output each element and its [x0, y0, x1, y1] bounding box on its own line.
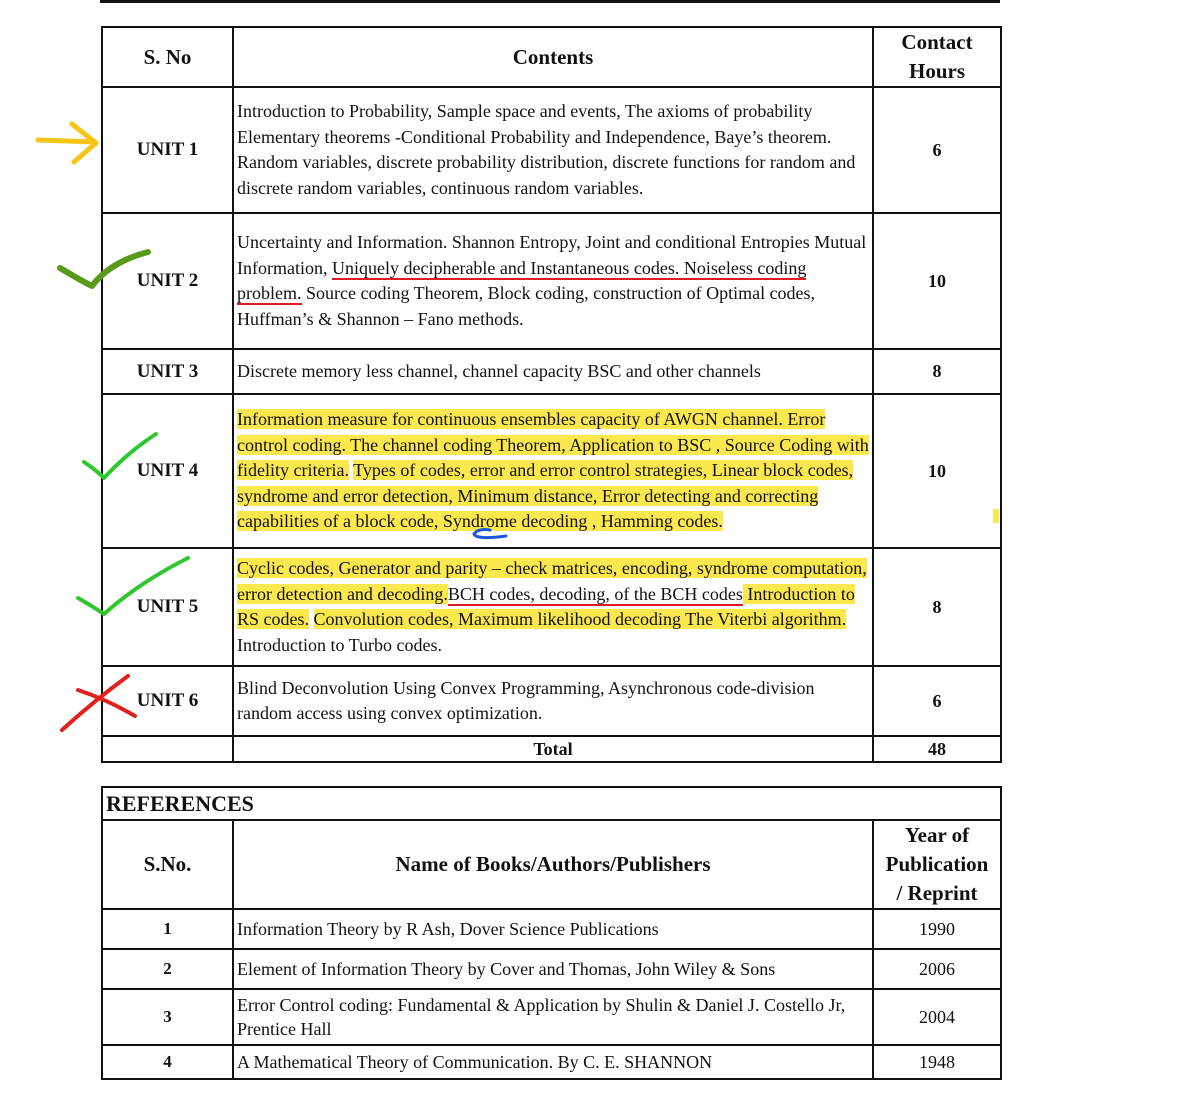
checkmark-icon: [78, 558, 188, 614]
highlighted-text: Types of codes, error and error control strategies, Linear block codes, syndrome and error detection, Minimum distance, Error detecting and correcting capabilities of a block code, Syndrome decoding , Hamming codes.: [237, 460, 854, 532]
ref-number: 3: [102, 989, 233, 1045]
unit-hours: 6: [873, 666, 1001, 736]
unit-content: Discrete memory less channel, channel capacity BSC and other channels: [233, 349, 873, 394]
ref-text: Error Control coding: Fundamental & Application by Shulin & Daniel J. Costello Jr, Prentice Hall: [233, 989, 873, 1045]
hook-icon: [474, 530, 506, 538]
ref-year: 2004: [873, 989, 1001, 1045]
sno-header: S. No: [102, 27, 233, 87]
unit-hours: 10: [873, 213, 1001, 349]
contents-header: Contents: [233, 27, 873, 87]
checkmark-icon: [60, 252, 148, 286]
unit-content: Cyclic codes, Generator and parity – check matrices, encoding, syndrome computation, error detection and decoding.BCH codes, decoding, of the BCH codes Introduction to RS codes. Convolution codes, Maximum likelihood decoding The Viterbi algorithm. Introduction to Turbo codes.: [233, 548, 873, 666]
underlined-text: Uniquely decipherable and Instantaneous codes. Noiseless coding problem.: [237, 257, 807, 303]
highlighted-text: Information measure for continuous ensembles capacity of AWGN channel. Error control coding. The channel coding Theorem, Application to BSC , Source Coding with fidelity criteria.: [237, 409, 869, 481]
unit-label: UNIT 2: [102, 213, 233, 349]
underlined-text: BCH codes, decoding, of the BCH codes: [447, 583, 743, 604]
hours-header: Contact Hours: [873, 27, 1001, 87]
unit-label: UNIT 3: [102, 349, 233, 394]
arrow-icon: [38, 124, 96, 162]
checkmark-icon: [84, 434, 156, 478]
ref-year: 1990: [873, 909, 1001, 949]
cross-icon: [62, 676, 135, 730]
ref-number: 1: [102, 909, 233, 949]
unit-hours: 8: [873, 349, 1001, 394]
unit-label: UNIT 4: [102, 394, 233, 548]
ref-year: 2006: [873, 949, 1001, 989]
ref-text: Element of Information Theory by Cover and Thomas, John Wiley & Sons: [233, 949, 873, 989]
ref-text: A Mathematical Theory of Communication. By C. E. SHANNON: [233, 1045, 873, 1079]
ref-name-header: Name of Books/Authors/Publishers: [233, 820, 873, 909]
ref-year-header: Year of Publication / Reprint: [873, 820, 1001, 909]
total-hours: 48: [873, 736, 1001, 762]
highlighted-text: Convolution codes, Maximum likelihood decoding The Viterbi algorithm.: [313, 609, 847, 629]
highlight-fragment: [993, 509, 999, 523]
ref-year: 1948: [873, 1045, 1001, 1079]
highlighted-text: Introduction to RS codes.: [237, 583, 855, 629]
unit-hours: 6: [873, 87, 1001, 213]
unit-content: Introduction to Probability, Sample space and events, The axioms of probability Elementary theorems -Conditional Probability and Independence, Baye’s theorem. Random variables, discrete probability distribution, discrete functions for random and discrete random variables, continuous random variables.: [233, 87, 873, 213]
ref-sno-header: S.No.: [102, 820, 233, 909]
unit-hours: 10: [873, 394, 1001, 548]
unit-label: UNIT 5: [102, 548, 233, 666]
ref-text: Information Theory by R Ash, Dover Science Publications: [233, 909, 873, 949]
references-title: REFERENCES: [102, 787, 1001, 820]
unit-hours: 8: [873, 548, 1001, 666]
ref-number: 2: [102, 949, 233, 989]
unit-label: UNIT 6: [102, 666, 233, 736]
highlighted-text: Cyclic codes, Generator and parity – check matrices, encoding, syndrome computation, error detection and decoding.: [237, 558, 867, 604]
ref-number: 4: [102, 1045, 233, 1079]
unit-content: Uncertainty and Information. Shannon Entropy, Joint and conditional Entropies Mutual Information, Uniquely decipherable and Instantaneous codes. Noiseless coding problem. Source coding Theorem, Block coding, construction of Optimal codes, Huffman’s & Shannon – Fano methods.: [233, 213, 873, 349]
unit-label: UNIT 1: [102, 87, 233, 213]
total-label: Total: [233, 736, 873, 762]
unit-content: Blind Deconvolution Using Convex Programming, Asynchronous code-division random access using convex optimization.: [233, 666, 873, 736]
